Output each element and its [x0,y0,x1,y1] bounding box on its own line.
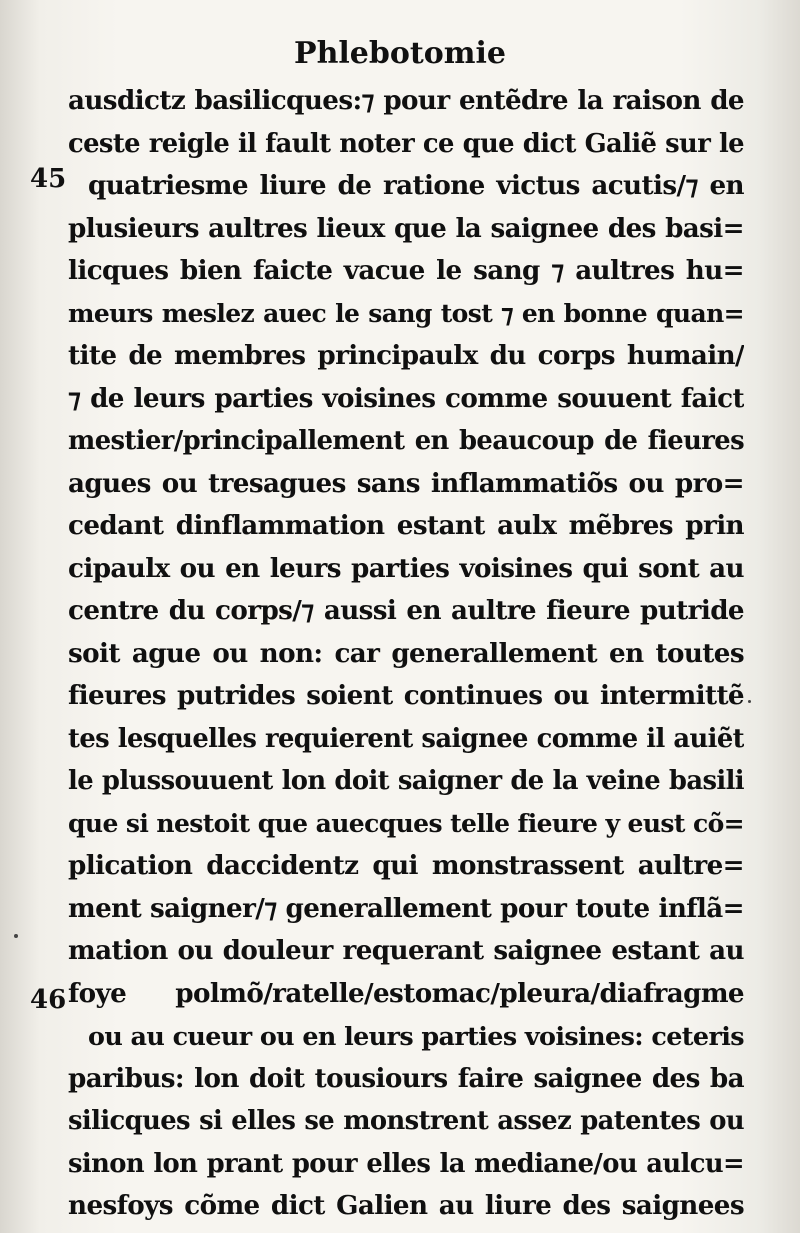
text-line: tes lesquelles requierent saignee comme il auiẽt [68,723,744,754]
text-line: foye polmõ/ratelle/estomac/pleura/diafragme [68,977,744,1009]
text-line: que si nestoit que auecques telle fieure y eust cõ= [68,808,744,838]
marginal-number-45: 45 [30,164,67,194]
text-line: cedant dinflammation estant aulx mẽbres prin [68,510,744,541]
text-line: plication daccidentz qui monstrassent aultre= [68,850,744,881]
text-line: centre du corps/⁊ aussi en aultre fieure putride [68,595,744,626]
text-line: ou au cueur ou en leurs parties voisines: ceteris [88,1021,744,1051]
text-line: licques bien faicte vacue le sang ⁊ aultres hu= [68,255,744,286]
marginal-number-46: 46 [30,985,67,1015]
running-head: Phlebotomie [294,36,506,71]
text-line: fieures putrides soient continues ou intermittẽ [68,680,744,711]
text-line: agues ou tresagues sans inflammatiõs ou pro= [68,467,744,499]
text-line: cipaulx ou en leurs parties voisines qui sont au [68,552,744,584]
text-line: meurs meslez auec le sang tost ⁊ en bonne quan= [68,298,744,328]
text-line: nesfoys cõme dict Galien au liure des saignees [68,1190,744,1221]
text-line: mation ou douleur requerant saignee estant au [68,935,744,966]
text-line: ceste reigle il fault noter ce que dict Galiẽ sur le [68,128,744,159]
text-line: soit ague ou non: car generallement en toutes [68,637,744,669]
text-line: mestier/principallement en beaucoup de fieures [68,426,744,456]
text-line: ausdictz basilicques:⁊ pour entẽdre la raison de [68,85,744,116]
text-line: quatriesme liure de ratione victus acutis/⁊ en [88,170,744,201]
text-line: ment saigner/⁊ generallement pour toute inflã= [68,892,744,924]
text-line: paribus: lon doit tousiours faire saignee des ba [68,1062,744,1094]
ink-speck [14,934,18,938]
text-line: tite de membres principaulx du corps humain/ [68,340,744,371]
text-line: ⁊ de leurs parties voisines comme souuent faict [68,382,744,414]
ink-speck [748,700,751,703]
text-block [68,80,744,1228]
text-line: silicques si elles se monstrent assez patentes ou [68,1106,744,1136]
text-line: plusieurs aultres lieux que la saignee des basi= [68,212,744,244]
text-line: le plussouuent lon doit saigner de la veine basili [68,766,744,796]
text-line: sinon lon prant pour elles la mediane/ou aulcu= [68,1148,744,1179]
